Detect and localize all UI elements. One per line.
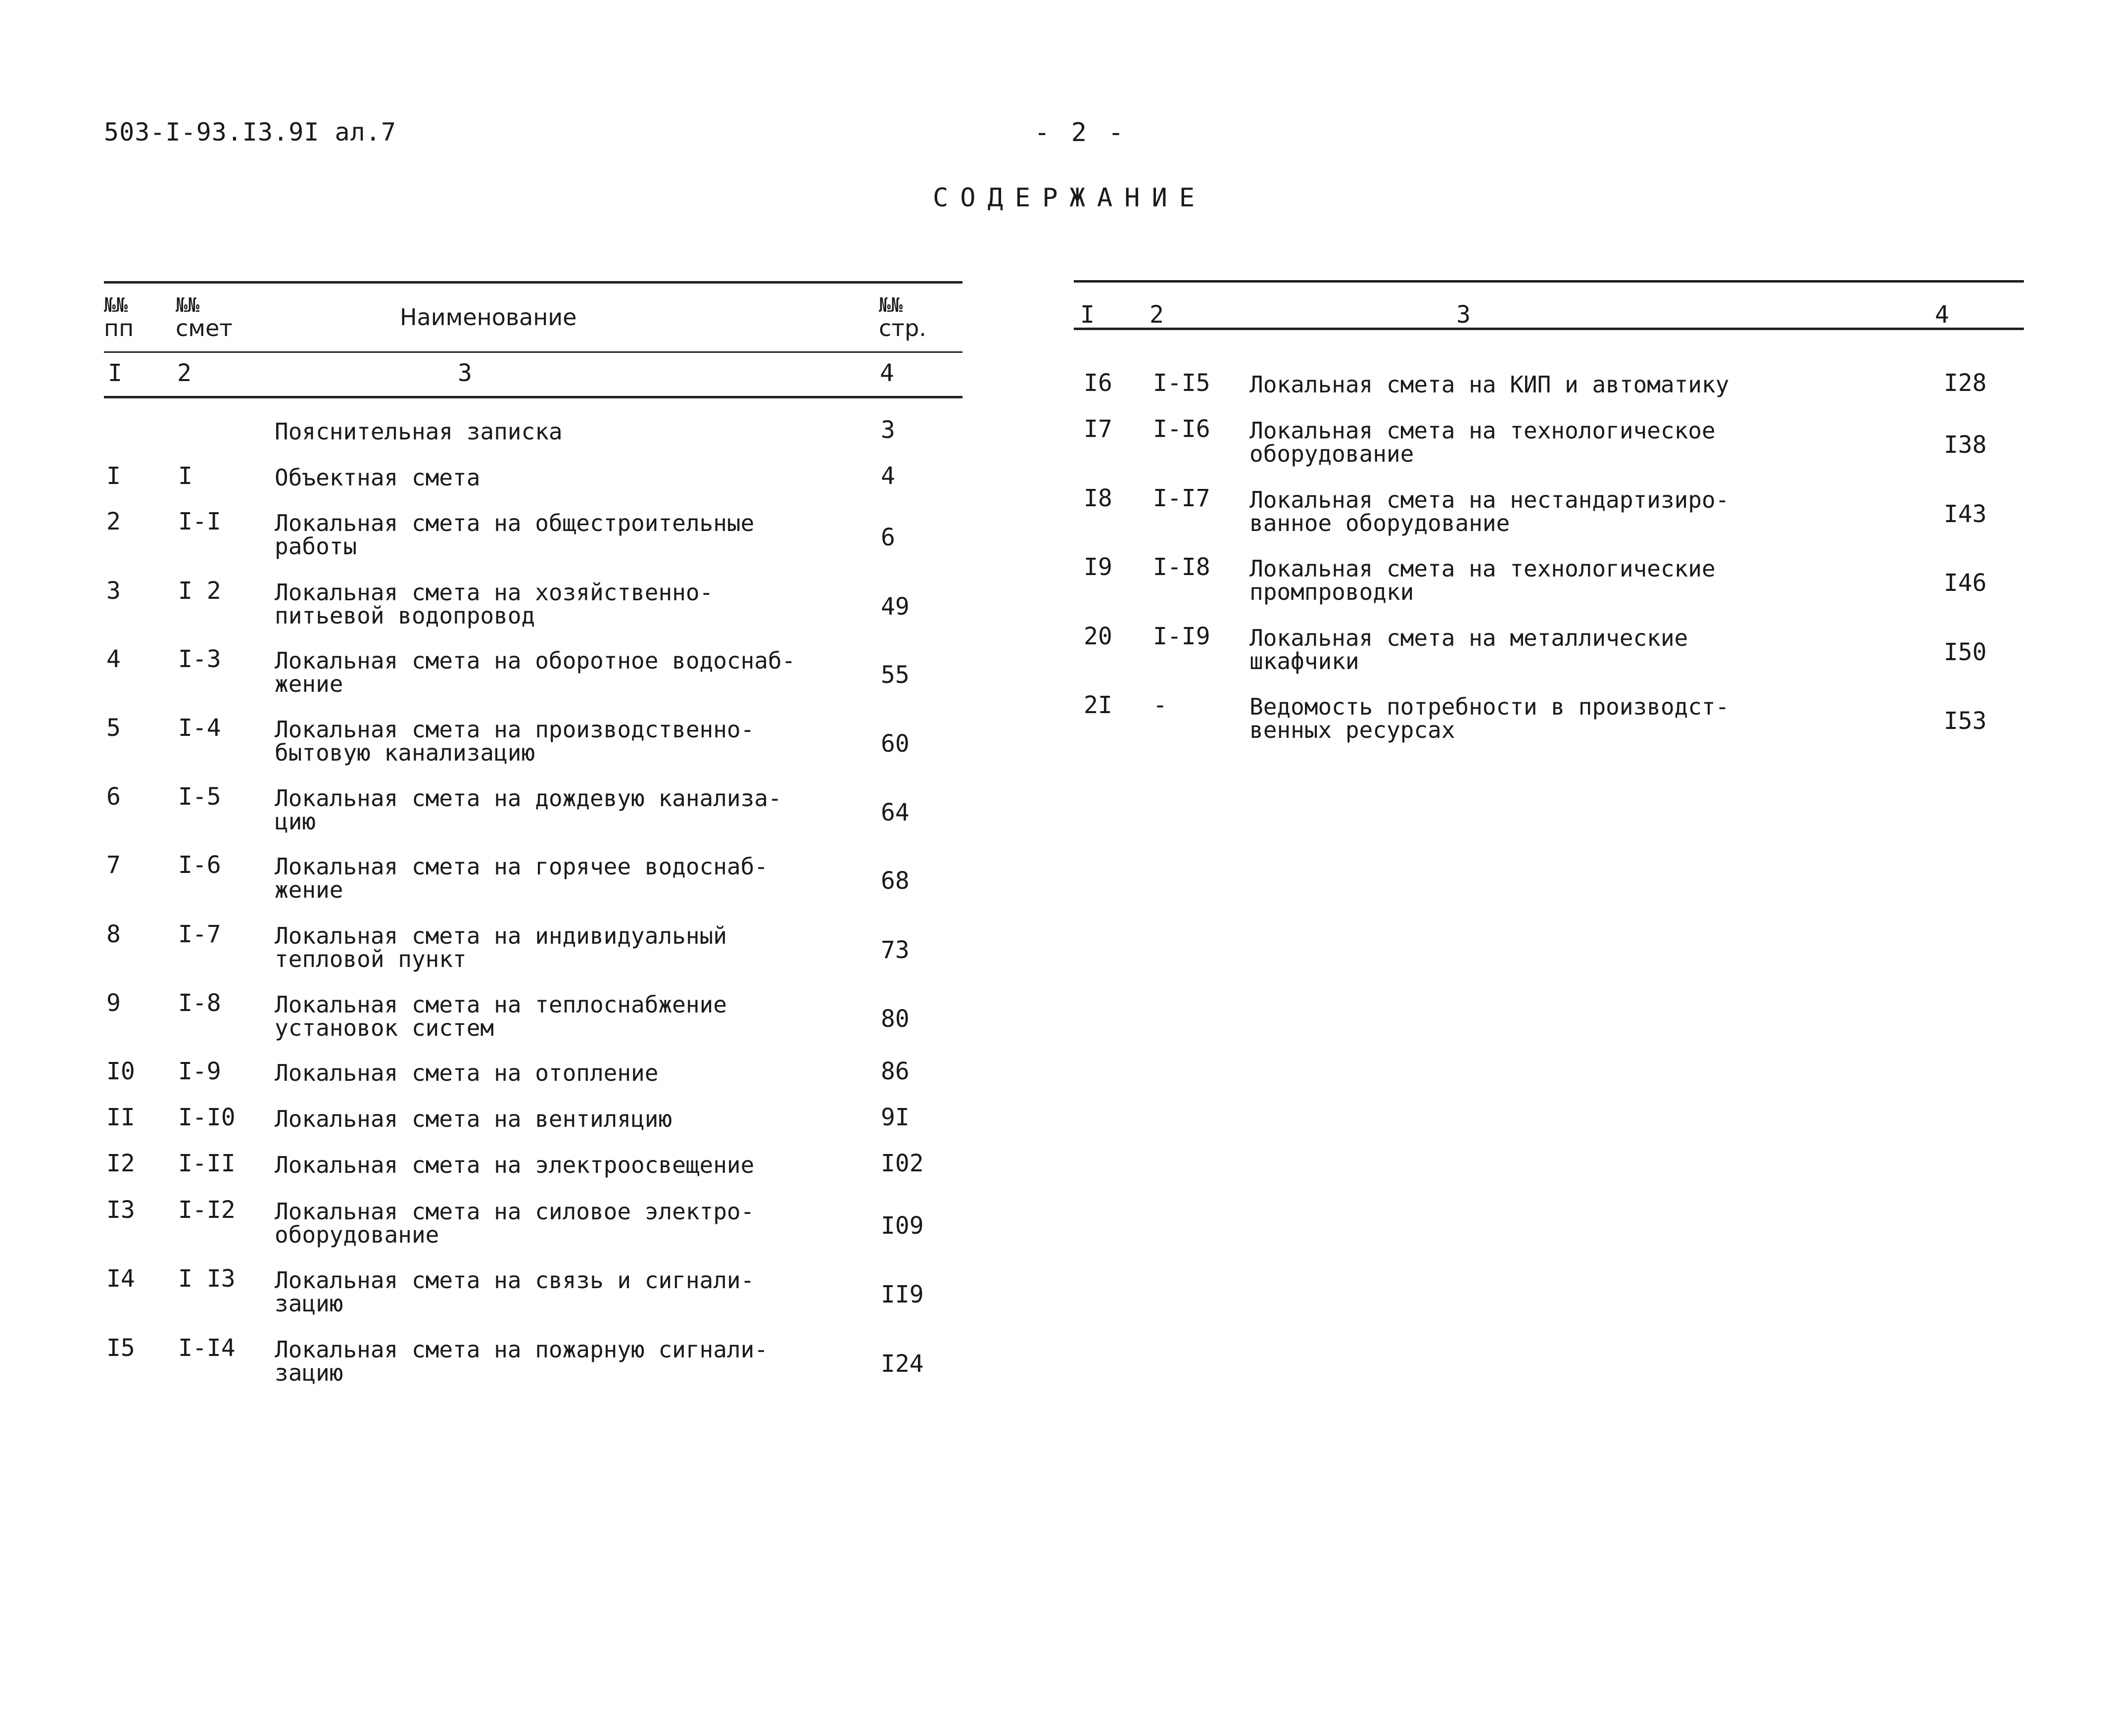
row-number: I7 bbox=[1084, 415, 1112, 443]
header-page-mark: №№ bbox=[879, 294, 903, 317]
row-name-line: жение bbox=[275, 876, 343, 903]
row-smeta-number: I-I4 bbox=[178, 1334, 236, 1362]
row-name-line: Локальная смета на хозяйственно- bbox=[275, 579, 714, 606]
row-number: 2I bbox=[1084, 691, 1112, 719]
row-name-line: Локальная смета на связь и сигнали- bbox=[275, 1267, 755, 1294]
column-number-3: 3 bbox=[458, 359, 472, 387]
row-name-line: Локальная смета на дождевую канализа- bbox=[275, 785, 782, 812]
row-name-line: оборудование bbox=[1249, 440, 1414, 467]
page-number: - 2 - bbox=[1034, 118, 1127, 147]
column-number-2: 2 bbox=[177, 359, 192, 387]
row-page-number: I02 bbox=[881, 1150, 924, 1177]
row-name-line: Локальная смета на электроосвещение bbox=[275, 1152, 755, 1178]
row-page-number: I09 bbox=[881, 1212, 924, 1240]
header-rule bbox=[1074, 328, 2024, 330]
row-page-number: I24 bbox=[881, 1350, 924, 1378]
row-number: I bbox=[106, 462, 121, 490]
row-smeta-number: I-6 bbox=[178, 851, 221, 879]
row-page-number: 80 bbox=[881, 1005, 910, 1033]
row-smeta-number: I-I7 bbox=[1153, 484, 1210, 512]
row-name-line: Локальная смета на горячее водоснаб- bbox=[275, 853, 768, 880]
row-smeta-number: I I3 bbox=[178, 1265, 236, 1293]
row-name-line: Локальная смета на отопление bbox=[275, 1060, 659, 1086]
row-smeta-number: I-I8 bbox=[1153, 553, 1210, 581]
column-number-1: I bbox=[108, 359, 122, 387]
row-smeta-number: I-4 bbox=[178, 714, 221, 742]
row-name-line: питьевой водопровод bbox=[275, 602, 535, 629]
table-top-rule bbox=[1074, 280, 2024, 283]
row-page-number: 86 bbox=[881, 1058, 910, 1085]
row-page-number: 73 bbox=[881, 936, 910, 964]
row-name-line: Локальная смета на производственно- bbox=[275, 716, 755, 743]
row-page-number: 68 bbox=[881, 867, 910, 895]
row-page-number: 60 bbox=[881, 730, 910, 758]
header-page: стр. bbox=[879, 315, 926, 341]
row-number: I8 bbox=[1084, 484, 1112, 512]
row-name-line: зацию bbox=[275, 1359, 343, 1386]
row-name-line: Локальная смета на КИП и автоматику bbox=[1249, 371, 1729, 398]
row-smeta-number: I-I9 bbox=[1153, 623, 1210, 650]
row-smeta-number: I-7 bbox=[178, 920, 221, 948]
row-smeta-number: I-5 bbox=[178, 783, 221, 811]
row-number: 4 bbox=[106, 645, 121, 673]
row-number: I5 bbox=[106, 1334, 135, 1362]
row-name-line: Локальная смета на металлические bbox=[1249, 625, 1688, 651]
row-page-number: I50 bbox=[1944, 638, 1987, 666]
row-smeta-number: I-8 bbox=[178, 989, 221, 1017]
row-name-line: Локальная смета на общестроительные bbox=[275, 510, 755, 536]
row-page-number: 55 bbox=[881, 661, 910, 689]
row-number: 6 bbox=[106, 783, 121, 811]
row-number: I6 bbox=[1084, 369, 1112, 397]
row-smeta-number: I-I2 bbox=[178, 1196, 236, 1224]
row-name-line: Локальная смета на теплоснабжение bbox=[275, 991, 727, 1018]
row-name-line: ванное оборудование bbox=[1249, 510, 1510, 536]
row-page-number: II9 bbox=[881, 1281, 924, 1308]
row-page-number: I46 bbox=[1944, 569, 1987, 597]
row-name-line: Объектная смета bbox=[275, 464, 480, 491]
row-number: 3 bbox=[106, 577, 121, 605]
row-name-line: Локальная смета на силовое электро- bbox=[275, 1198, 755, 1225]
row-name-line: оборудование bbox=[275, 1221, 439, 1248]
column-number-1: I bbox=[1080, 301, 1095, 329]
row-name-line: тепловой пункт bbox=[275, 946, 467, 972]
row-number: I4 bbox=[106, 1265, 135, 1293]
row-smeta-number: I 2 bbox=[178, 577, 221, 605]
row-page-number: 9I bbox=[881, 1104, 910, 1131]
column-number-3: 3 bbox=[1456, 301, 1471, 329]
row-number: 20 bbox=[1084, 623, 1112, 650]
row-number: I3 bbox=[106, 1196, 135, 1224]
row-name-line: Локальная смета на вентиляцию bbox=[275, 1106, 672, 1132]
row-name-line: шкафчики bbox=[1249, 648, 1359, 675]
row-name-line: зацию bbox=[275, 1290, 343, 1317]
header-name: Наименование bbox=[400, 304, 577, 331]
document-code: 503-I-93.I3.9I ал.7 bbox=[104, 118, 396, 146]
row-smeta-number: I-9 bbox=[178, 1058, 221, 1085]
row-name-line: венных ресурсах bbox=[1249, 717, 1455, 743]
row-page-number: 49 bbox=[881, 593, 910, 621]
row-page-number: 6 bbox=[881, 524, 895, 551]
row-name-line: Локальная смета на технологическое bbox=[1249, 417, 1716, 444]
row-number: II bbox=[106, 1104, 135, 1131]
row-smeta-number: I bbox=[178, 462, 192, 490]
row-name-line: Локальная смета на оборотное водоснаб- bbox=[275, 647, 796, 674]
row-page-number: 64 bbox=[881, 799, 910, 826]
page-title: СОДЕРЖАНИЕ bbox=[933, 183, 1207, 213]
row-name-line: жение bbox=[275, 671, 343, 697]
row-number: 2 bbox=[106, 508, 121, 535]
row-name-line: Пояснительная записка bbox=[275, 418, 563, 445]
row-page-number: 4 bbox=[881, 462, 895, 490]
header-num-mark: №№ bbox=[104, 294, 128, 317]
row-name-line: Локальная смета на индивидуальный bbox=[275, 922, 727, 949]
row-name-line: бытовую канализацию bbox=[275, 739, 535, 766]
row-name-line: Локальная смета на нестандартизиро- bbox=[1249, 486, 1729, 513]
row-name-line: Локальная смета на пожарную сигнали- bbox=[275, 1336, 768, 1363]
row-page-number: 3 bbox=[881, 416, 895, 444]
row-name-line: Ведомость потребности в производст- bbox=[1249, 693, 1729, 720]
column-number-2: 2 bbox=[1150, 301, 1164, 329]
header-num: пп bbox=[104, 315, 134, 341]
row-smeta-number: I-I5 bbox=[1153, 369, 1210, 397]
row-number: 9 bbox=[106, 989, 121, 1017]
row-number: I9 bbox=[1084, 553, 1112, 581]
row-number: I0 bbox=[106, 1058, 135, 1085]
row-smeta-number: I-I6 bbox=[1153, 415, 1210, 443]
row-name-line: Локальная смета на технологические bbox=[1249, 555, 1716, 582]
row-name-line: цию bbox=[275, 808, 316, 835]
row-smeta-number: I-I0 bbox=[178, 1104, 236, 1131]
row-page-number: I53 bbox=[1944, 707, 1987, 735]
row-number: I2 bbox=[106, 1150, 135, 1177]
row-smeta-number: I-II bbox=[178, 1150, 236, 1177]
header-smeta-mark: №№ bbox=[176, 294, 200, 317]
row-smeta-number: I-I bbox=[178, 508, 221, 535]
row-number: 7 bbox=[106, 851, 121, 879]
row-name-line: промпроводки bbox=[1249, 579, 1414, 605]
column-number-4: 4 bbox=[880, 359, 894, 387]
row-smeta-number: - bbox=[1153, 691, 1167, 719]
row-page-number: I38 bbox=[1944, 431, 1987, 459]
row-name-line: работы bbox=[275, 533, 357, 560]
row-number: 5 bbox=[106, 714, 121, 742]
header-smeta: смет bbox=[176, 315, 233, 341]
row-number: 8 bbox=[106, 920, 121, 948]
row-page-number: I28 bbox=[1944, 369, 1987, 397]
row-page-number: I43 bbox=[1944, 500, 1987, 528]
row-smeta-number: I-3 bbox=[178, 645, 221, 673]
row-name-line: установок систем bbox=[275, 1014, 494, 1041]
column-number-4: 4 bbox=[1935, 301, 1949, 329]
